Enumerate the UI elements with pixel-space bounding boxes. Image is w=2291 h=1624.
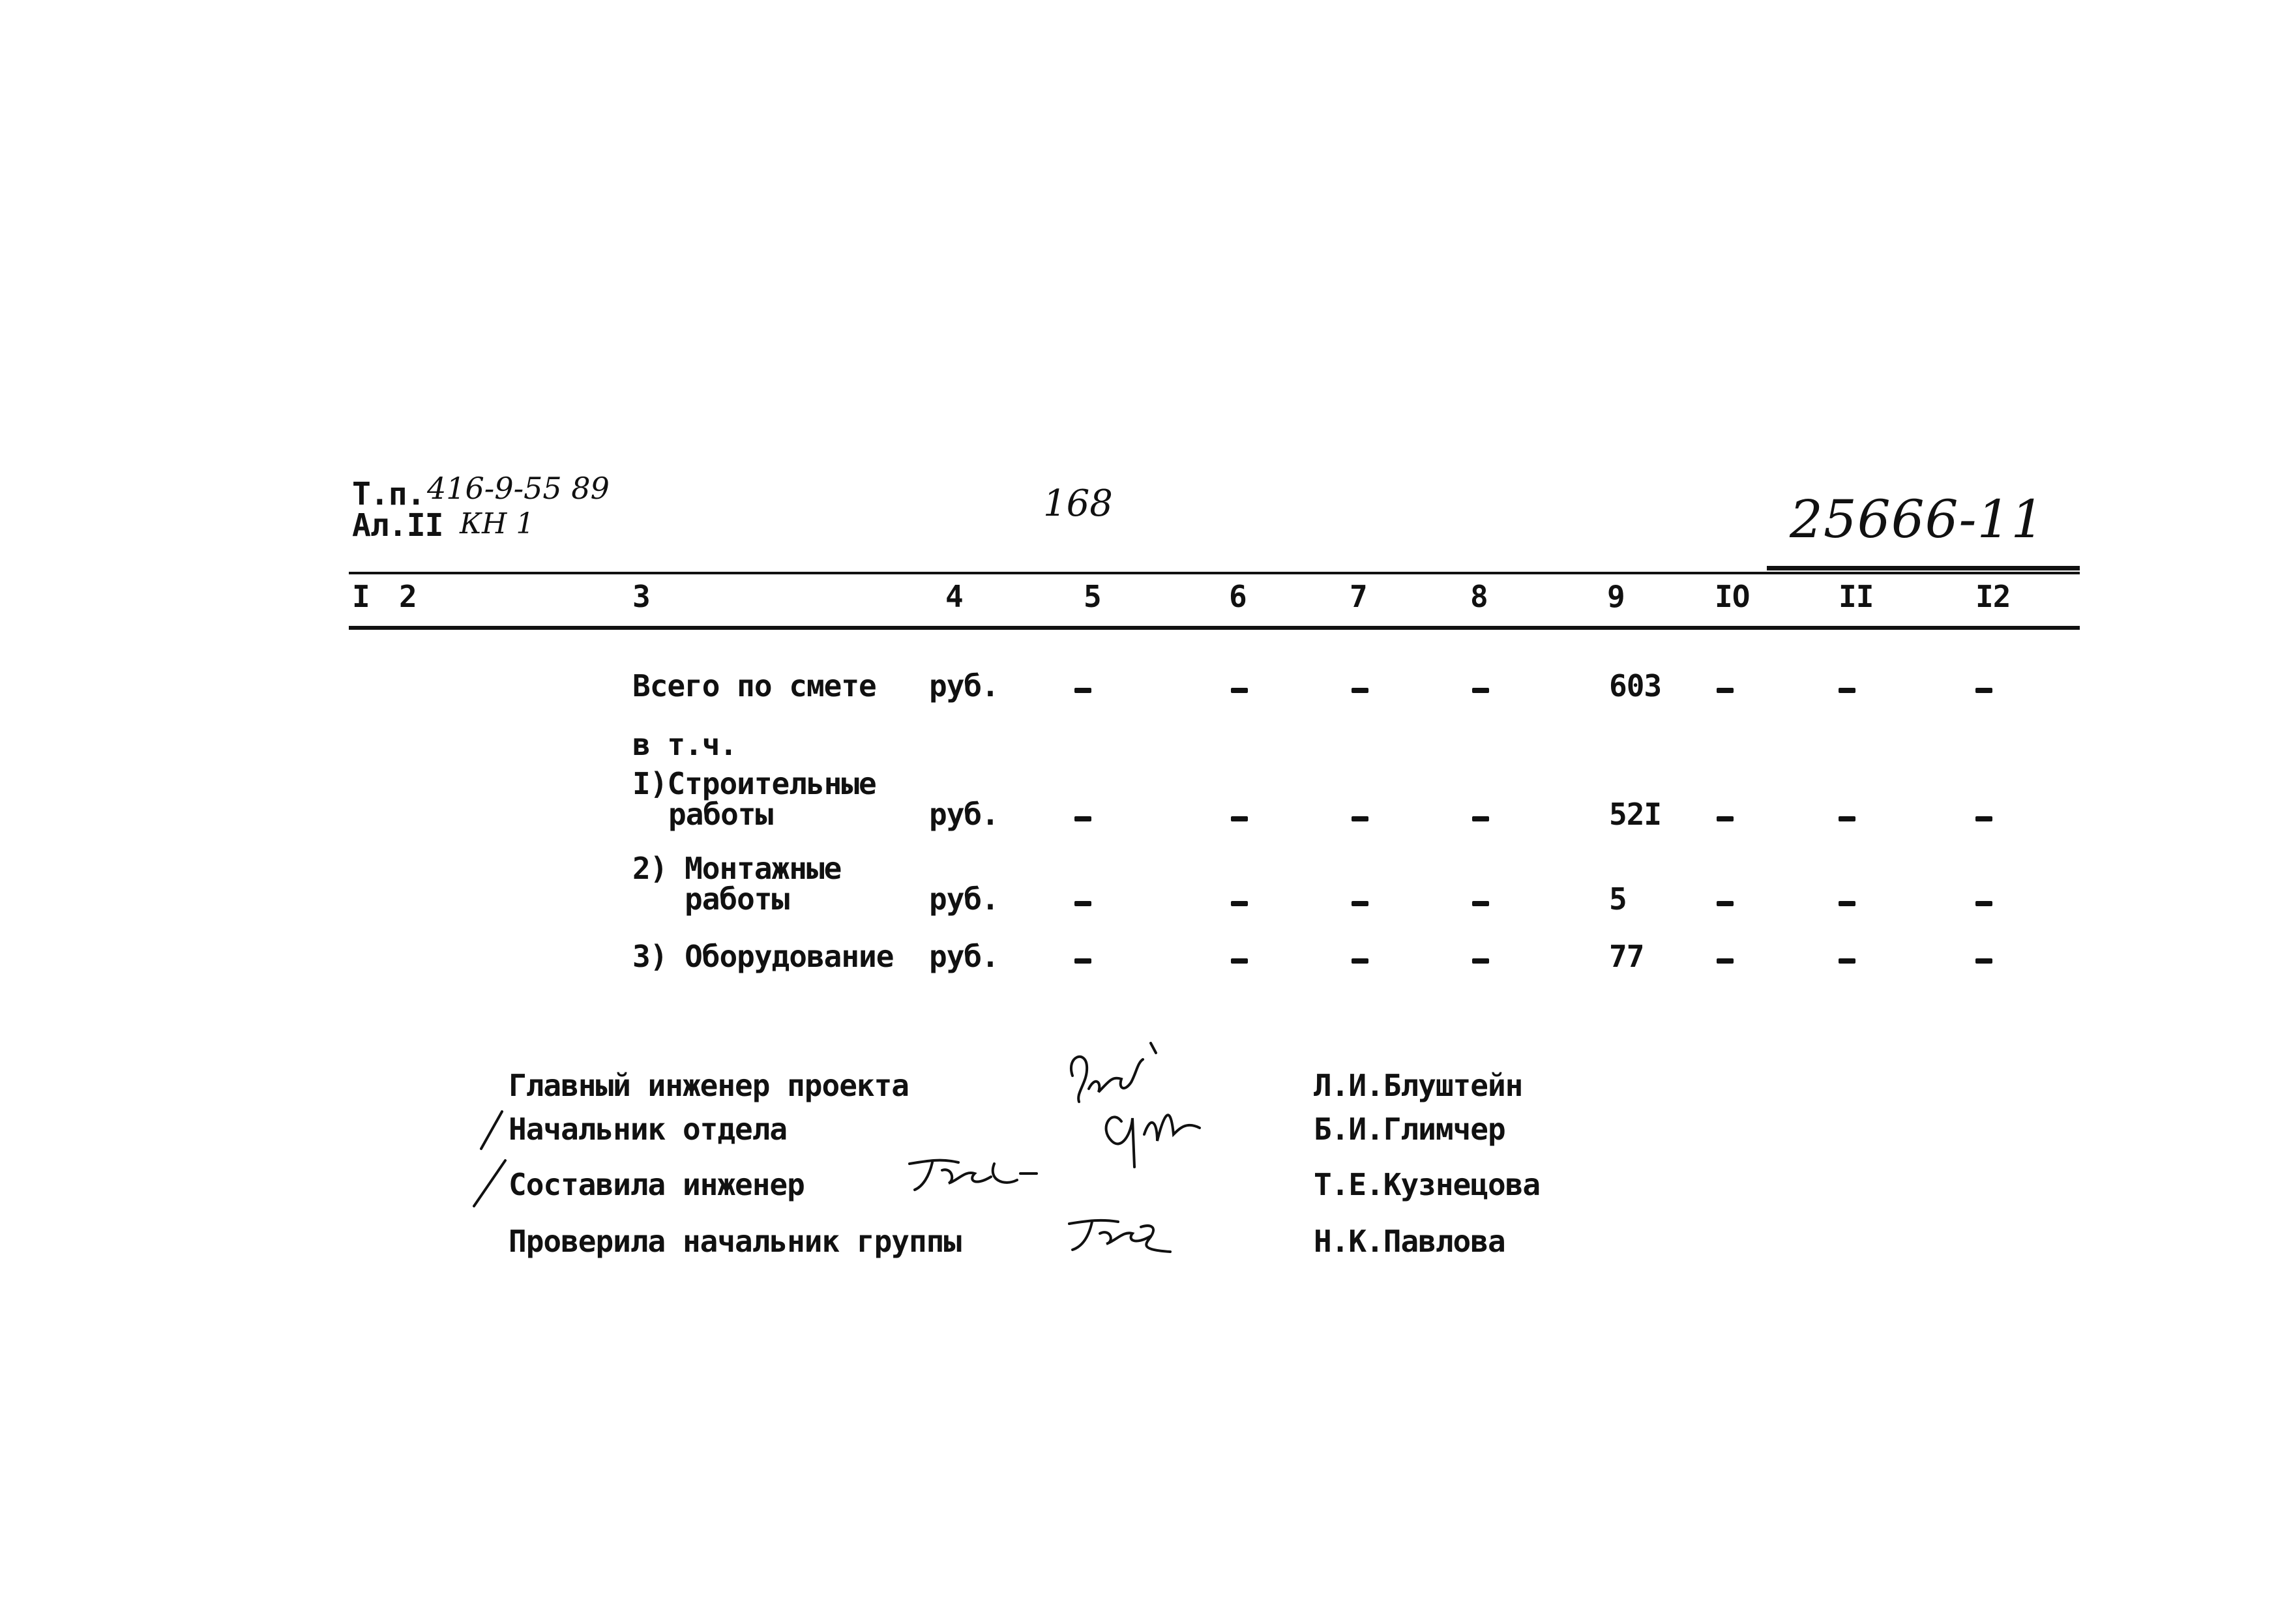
- empty-cell-dash: [1074, 816, 1091, 821]
- signature-role: Составила инженер: [509, 1167, 805, 1202]
- row-value: 77: [1609, 939, 1644, 974]
- row-value: 5: [1609, 881, 1627, 917]
- column-header: I2: [1975, 579, 2011, 614]
- empty-cell-dash: [1975, 688, 1992, 693]
- empty-cell-dash: [1472, 958, 1489, 964]
- column-header: 9: [1607, 579, 1625, 614]
- column-header: 2: [399, 579, 417, 614]
- row-value: 52I: [1609, 797, 1662, 832]
- empty-cell-dash: [1231, 816, 1248, 821]
- column-header: IO: [1715, 579, 1750, 614]
- row-label-line2: работы: [668, 797, 773, 832]
- row-unit: руб.: [929, 939, 999, 974]
- row-label: 3) Оборудование: [632, 939, 894, 974]
- row-label-line2: работы: [685, 881, 790, 917]
- column-header: II: [1839, 579, 1874, 614]
- tp-number: 416-9-55 89: [427, 471, 610, 506]
- column-header: 5: [1084, 579, 1101, 614]
- empty-cell-dash: [1231, 688, 1248, 693]
- empty-cell-dash: [1074, 901, 1091, 906]
- album-book: КН 1: [460, 507, 535, 540]
- signature-role: Проверила начальник группы: [509, 1224, 962, 1259]
- album-prefix: Ал.II: [352, 507, 443, 544]
- empty-cell-dash: [1472, 688, 1489, 693]
- empty-cell-dash: [1839, 958, 1855, 964]
- empty-cell-dash: [1472, 901, 1489, 906]
- signature-name: Т.Е.Кузнецова: [1314, 1167, 1541, 1202]
- empty-cell-dash: [1975, 958, 1992, 964]
- column-header: 6: [1229, 579, 1247, 614]
- signature-name: Б.И.Глимчер: [1314, 1112, 1505, 1147]
- handwritten-signature: [903, 1151, 1040, 1196]
- document-number: 25666-11: [1790, 489, 2045, 550]
- empty-cell-dash: [1352, 688, 1368, 693]
- signature-role: Главный инженер проекта: [509, 1068, 909, 1103]
- empty-cell-dash: [1231, 958, 1248, 964]
- row-label-line1: I)Строительные: [632, 766, 876, 801]
- signature-role: Начальник отдела: [509, 1112, 788, 1147]
- empty-cell-dash: [1717, 958, 1734, 964]
- empty-cell-dash: [1717, 688, 1734, 693]
- empty-cell-dash: [1717, 901, 1734, 906]
- row-label-line1: 2) Монтажные: [632, 851, 842, 886]
- column-header: 8: [1470, 579, 1488, 614]
- empty-cell-dash: [1839, 816, 1855, 821]
- empty-cell-dash: [1472, 816, 1489, 821]
- handwritten-signature: [1059, 1037, 1222, 1180]
- empty-cell-dash: [1352, 958, 1368, 964]
- row-unit: руб.: [929, 668, 999, 703]
- including-label: в т.ч.: [632, 727, 737, 762]
- row-unit: руб.: [929, 881, 999, 917]
- row-label: Всего по смете: [632, 668, 876, 703]
- handwritten-signature: [1059, 1207, 1177, 1260]
- empty-cell-dash: [1352, 901, 1368, 906]
- empty-cell-dash: [1231, 901, 1248, 906]
- row-value: 603: [1609, 668, 1662, 703]
- row-unit: руб.: [929, 797, 999, 832]
- signature-name: Н.К.Павлова: [1314, 1224, 1505, 1259]
- empty-cell-dash: [1717, 816, 1734, 821]
- column-header: I: [352, 579, 370, 614]
- empty-cell-dash: [1074, 688, 1091, 693]
- table-top-rule-main: [349, 572, 2080, 574]
- tp-prefix: Т.п.: [352, 476, 425, 512]
- empty-cell-dash: [1975, 901, 1992, 906]
- signature-name: Л.И.Блуштейн: [1314, 1068, 1523, 1103]
- column-header: 3: [632, 579, 650, 614]
- table-header-bottom-rule: [349, 626, 2080, 630]
- column-header: 7: [1350, 579, 1367, 614]
- empty-cell-dash: [1839, 688, 1855, 693]
- empty-cell-dash: [1352, 816, 1368, 821]
- table-top-rule: [1767, 566, 2080, 570]
- column-header: 4: [945, 579, 963, 614]
- check-mark-slash: [466, 1157, 512, 1209]
- check-mark-slash: [476, 1108, 509, 1154]
- empty-cell-dash: [1839, 901, 1855, 906]
- empty-cell-dash: [1975, 816, 1992, 821]
- page-number: 168: [1043, 482, 1113, 525]
- empty-cell-dash: [1074, 958, 1091, 964]
